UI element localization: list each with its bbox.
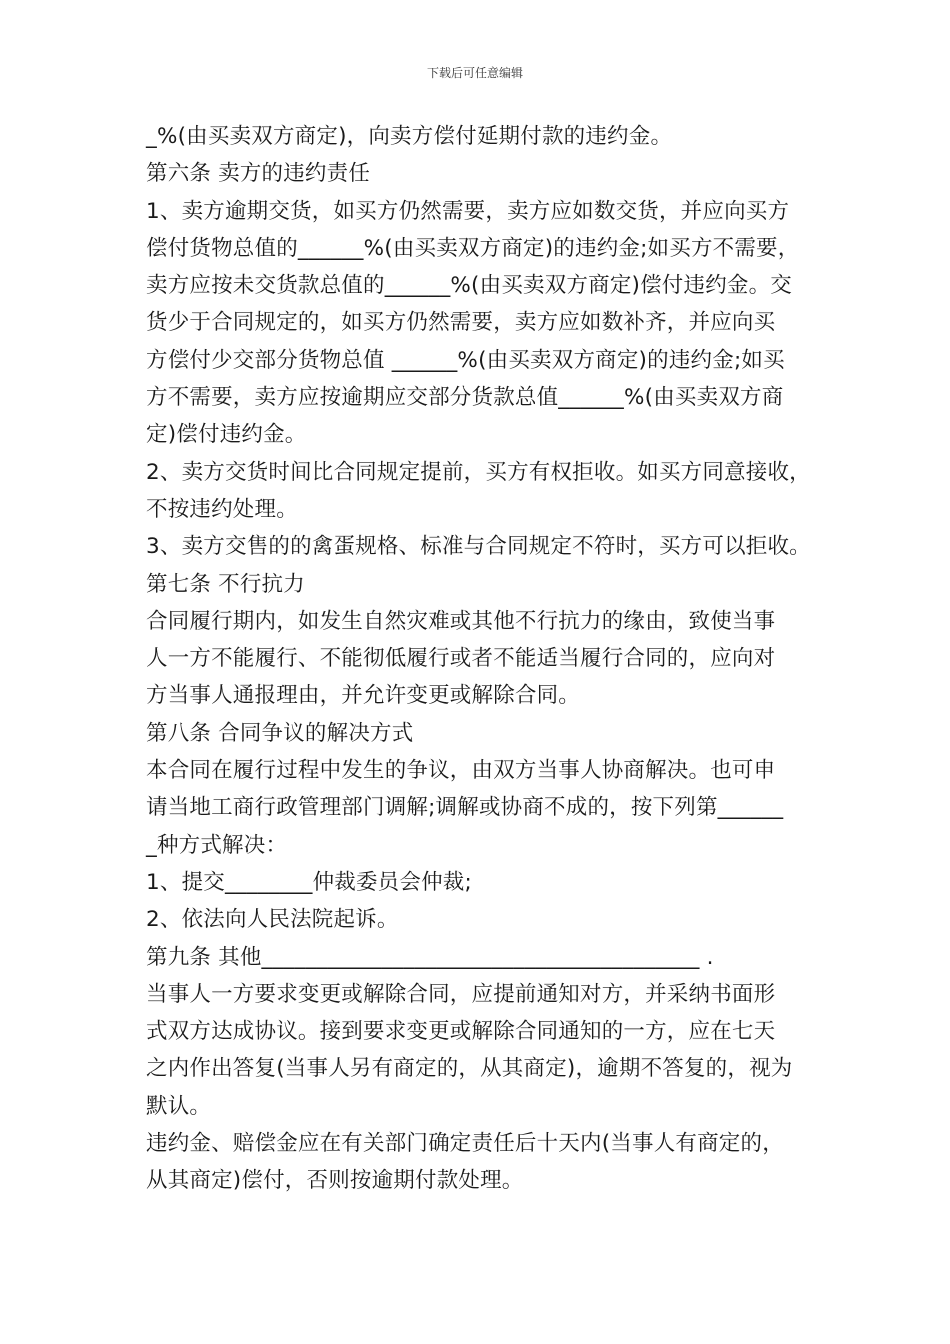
document-body — [146, 118, 826, 1200]
page-header: 下载后可任意编辑 — [426, 66, 523, 80]
text-line: 方不需要，卖方应按逾期应交部分货款总值______%(由买卖双方商 — [146, 385, 784, 411]
text-line: 请当地工商行政管理部门调解;调解或协商不成的，按下列第______ — [146, 795, 784, 821]
text-line: 本合同在履行过程中发生的争议，由双方当事人协商解决。也可申 — [146, 758, 776, 784]
text-line: 1、提交________仲裁委员会仲裁; — [146, 869, 472, 895]
section-heading: 第六条 卖方的违约责任 — [146, 161, 371, 187]
text-line: _种方式解决： — [146, 832, 288, 858]
text-line: 当事人一方要求变更或解除合同，应提前通知对方，并采纳书面形 — [146, 981, 776, 1007]
text-line: 3、卖方交售的的禽蛋规格、标准与合同规定不符时，买方可以拒收。 — [146, 534, 811, 560]
text-line: 人一方不能履行、不能彻低履行或者不能适当履行合同的，应向对 — [146, 646, 776, 672]
text-line: 之内作出答复(当事人另有商定的，从其商定)，逾期不答复的，视为 — [146, 1056, 793, 1082]
text-line: 方当事人通报理由，并允许变更或解除合同。 — [146, 683, 581, 709]
section-heading: 第七条 不行抗力 — [146, 571, 305, 597]
text-line: 合同履行期内，如发生自然灾难或其他不行抗力的缘由，致使当事 — [146, 608, 776, 634]
text-line: 方偿付少交部分货物总值 ______%(由买卖双方商定)的违约金;如买 — [146, 347, 785, 373]
section-heading: 第九条 其他________________________________________ . — [146, 944, 714, 970]
text-line: 默认。 — [146, 1093, 212, 1119]
text-line: 1、卖方逾期交货，如买方仍然需要，卖方应如数交货，并应向买方 — [146, 198, 790, 224]
section-heading: 第八条 合同争议的解决方式 — [146, 720, 414, 746]
text-line: 2、依法向人民法院起诉。 — [146, 907, 399, 933]
text-line: 偿付货物总值的______%(由买卖双方商定)的违约金;如买方不需要， — [146, 235, 800, 261]
text-line: 卖方应按未交货款总值的______%(由买卖双方商定)偿付违约金。交 — [146, 273, 793, 299]
text-line: _%(由买卖双方商定)，向卖方偿付延期付款的违约金。 — [146, 124, 673, 149]
text-line: 定)偿付违约金。 — [146, 422, 307, 448]
text-line: 2、卖方交货时间比合同规定提前，买方有权拒收。如买方同意接收， — [146, 459, 811, 485]
text-line: 式双方达成协议。接到要求变更或解除合同通知的一方，应在七天 — [146, 1019, 776, 1045]
text-line: 货少于合同规定的，如买方仍然需要，卖方应如数补齐，并应向买 — [146, 310, 776, 336]
text-line: 违约金、赔偿金应在有关部门确定责任后十天内(当事人有商定的， — [146, 1131, 784, 1157]
text-line: 不按违约处理。 — [146, 496, 298, 522]
text-line: 从其商定)偿付，否则按逾期付款处理。 — [146, 1168, 524, 1194]
